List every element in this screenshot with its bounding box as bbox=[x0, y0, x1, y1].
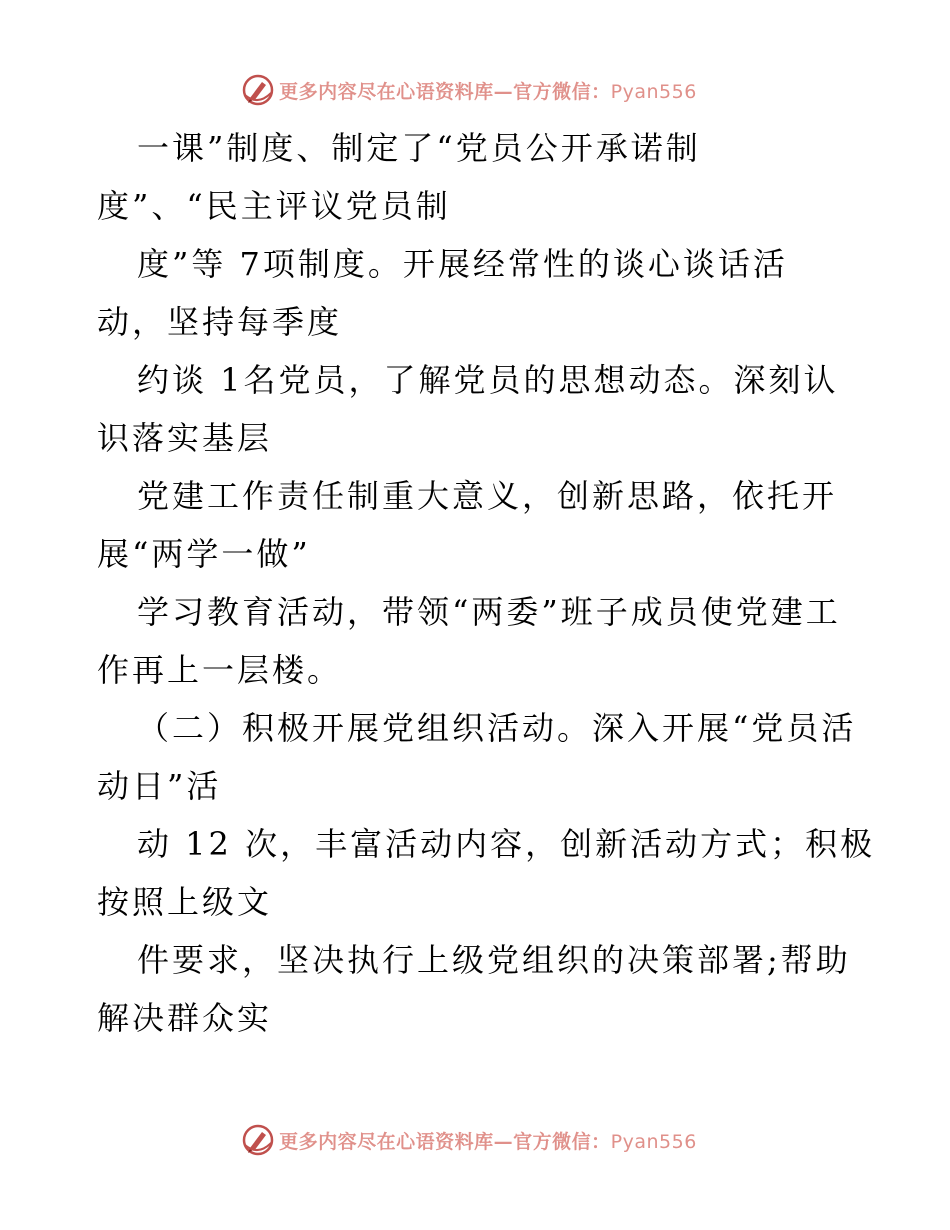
header-watermark bbox=[0, 70, 950, 110]
footer-watermark bbox=[0, 1120, 950, 1160]
body-line-5: 约谈 1名党员，了解党员的思想动态。深刻认 bbox=[137, 361, 839, 399]
body-line-11: （二）积极开展党组织活动。深入开展“党员活 bbox=[137, 709, 857, 747]
watermark-group bbox=[241, 73, 697, 107]
body-line-8: 展“两学一做” bbox=[97, 535, 311, 573]
pen-logo-icon bbox=[241, 1123, 275, 1157]
body-line-3: 度”等 7项制度。开展经常性的谈心谈话活 bbox=[137, 245, 788, 283]
watermark-wechat-id: Pyan556 bbox=[610, 1130, 697, 1153]
body-line-15: 件要求，坚决执行上级党组织的决策部署;帮助 bbox=[137, 941, 851, 979]
body-line-14: 按照上级文 bbox=[97, 883, 273, 921]
watermark-group bbox=[241, 1123, 697, 1157]
watermark-text: 更多内容尽在心语资料库—官方微信：Pyan556 bbox=[279, 1130, 697, 1153]
body-line-2: 度”、“民主评议党员制 bbox=[97, 187, 451, 225]
body-line-4: 动，坚持每季度 bbox=[97, 303, 343, 341]
body-line-16: 解决群众实 bbox=[97, 999, 273, 1037]
body-line-12: 动日”活 bbox=[97, 767, 222, 805]
body-line-1: 一课”制度、制定了“党员公开承诺制 bbox=[137, 129, 701, 167]
watermark-text: 更多内容尽在心语资料库—官方微信：Pyan556 bbox=[279, 80, 697, 103]
body-line-10: 作再上一层楼。 bbox=[97, 651, 343, 689]
watermark-wechat-id: Pyan556 bbox=[610, 80, 697, 103]
body-line-13: 动 12 次，丰富活动内容，创新活动方式；积极 bbox=[137, 825, 876, 863]
pen-logo-icon bbox=[241, 73, 275, 107]
body-line-7: 党建工作责任制重大意义，创新思路，依托开 bbox=[137, 477, 838, 515]
body-line-6: 识落实基层 bbox=[97, 419, 273, 457]
body-line-9: 学习教育活动，带领“两委”班子成员使党建工 bbox=[137, 593, 841, 631]
